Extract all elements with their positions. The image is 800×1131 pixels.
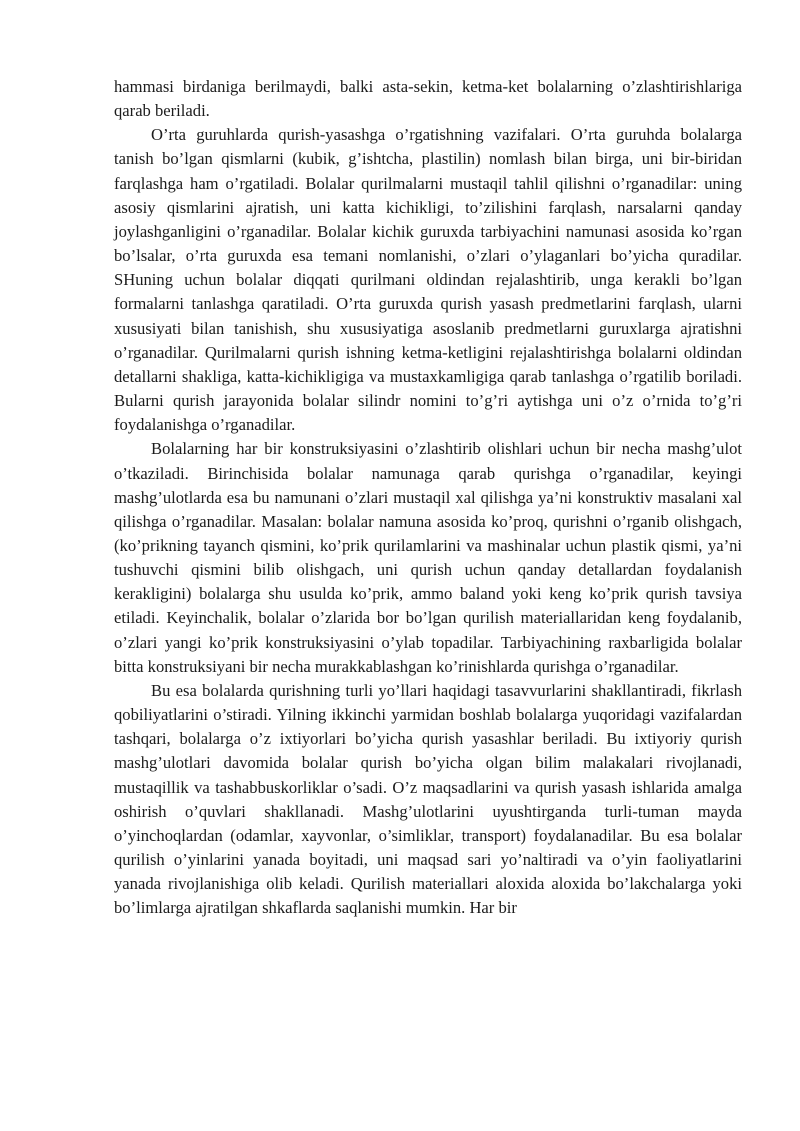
paragraph-continuation: hammasi birdaniga berilmaydi, balki asta-sekin, ketma-ket bolalarning o’zlashtirishlariga qarab beriladi. — [114, 77, 742, 121]
paragraph: Bu esa bolalarda qurishning turli yo’llari haqidagi tasavvurlarini shakllantiradi, fikrlash qobiliyatlarini o’stiradi. Yilning ikkinchi yarmidan boshlab bolalarga yuqoridagi vazifalardan tashqari, bolalarga o’z ixtiyorlari bo’yicha qurish yasashlar beriladi. Bu ixtiyoriy qurish mashg’ulotlari davomida bolalar qurish bo’yicha olgan bilim malakalari rivojlanadi, mustaqillik va tashabbuskorliklar o’sadi. O’z maqsadlarini va qurish yasash ishlarida amalga oshirish o’quvlari shakllanadi. Mashg’ulotlarini uyushtirganda turli-tuman mayda o’yinchoqlardan (odamlar, xayvonlar, o’simliklar, transport) foydalanadilar. Bu esa bolalar qurilish o’yinlarini yanada boyitadi, uni maqsad sari yo’naltiradi va o’yin faoliyatlarini yanada rivojlanishiga olib keladi. Qurilish materiallari aloxida aloxida bo’lakchalarga yoki bo’limlarga ajratilgan shkaflarda saqlanishi mumkin. Har bir — [114, 680, 742, 918]
paragraph: Bolalarning har bir konstruksiyasini o’zlashtirib olishlari uchun bir necha mashg’ulot o’tkaziladi. Birinchisida bolalar namunaga qarab qurishga o’rganadilar, keyingi mashg’ulotlarda esa bu namunani o’zlari mustaqil xal qilishga ya’ni konstruktiv masalani xal qilishga o’rganadilar. Masalan: bolalar namuna asosida ko’proq, qurishni o’rganib olishgach, (ko’prikning tayanch qismini, ko’prik qurilamlarini va mashinalar uchun plastik qismi, ya’ni tushuvchi qismini bilib olishgach, uni qurish uchun qanday detallardan foydalanish kerakligini) bolalarga shu usulda ko’prik, ammo baland yoki keng ko’prik qurish tavsiya etiladi. Keyinchalik, bolalar o’zlarida bor bo’lgan qurilish materiallaridan keng foydalanib, o’zlari yangi ko’prik konstruksiyasini o’ylab topadilar. Tarbiyachining raxbarligida bolalar bitta konstruksiyani bir necha murakkablashgan ko’rinishlarda qurishga o’rganadilar. — [114, 439, 742, 676]
paragraph: O’rta guruhlarda qurish-yasashga o’rgatishning vazifalari. O’rta guruhda bolalarga tanish bo’lgan qismlarni (kubik, g’ishtcha, plastilin) nomlash bilan birga, uni bir-biridan farqlashga ham o’rgatiladi. Bolalar qurilmalarni mustaqil tahlil qilishni o’rganadilar: uning asosiy qismlarini ajratish, uni katta kichikligi, to’zilishini farqlash, narsalarni qanday joylashganligini o’rganadilar. Bolalar kichik guruxda tarbiyachini namunasi asosida ko’rgan bo’lsalar, o’rta guruxda esa temani nomlanishi, o’zlari o’ylaganlari bo’yicha quradilar. SHuning uchun bolalar diqqati qurilmani oldindan rejalashtirib, unga kerakli bo’lgan formalarni tanlashga qaratiladi. O’rta guruxda qurish yasash predmetlarini farqlash, ularni xususiyati bilan tanishish, shu xususiyatiga asoslanib predmetlarni guruxlarga ajratishni o’rganadilar. Qurilmalarni qurish ishning ketma-ketligini rejalashtirishga bolalarni oldindan detallarni shakliga, katta-kichikligiga va mustaxkamligiga qarab tanlashga o’rgatilib boriladi. Bularni qurish jarayonida bolalar silindr nomini to’g’ri aytishga uni o’z o’rnida to’g’ri foydalanishga o’rganadilar. — [114, 125, 742, 435]
document-body — [114, 75, 742, 920]
